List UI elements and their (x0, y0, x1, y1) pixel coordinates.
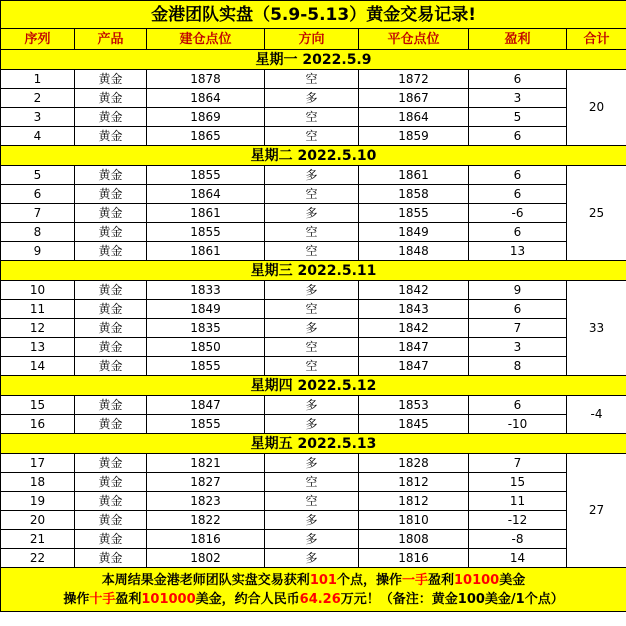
cell-direction: 空 (265, 185, 359, 204)
summary-text (1, 568, 626, 612)
cell-index: 16 (1, 415, 75, 434)
day-total: 20 (567, 70, 626, 146)
cell-profit: 3 (469, 338, 567, 357)
cell-close-price: 1842 (359, 319, 469, 338)
cell-direction: 空 (265, 357, 359, 376)
cell-direction: 空 (265, 108, 359, 127)
cell-index: 9 (1, 242, 75, 261)
cell-index: 3 (1, 108, 75, 127)
cell-open-price: 1861 (147, 242, 265, 261)
cell-direction: 多 (265, 415, 359, 434)
summary-segment: 操作 (63, 591, 90, 607)
table-row (1, 338, 626, 357)
column-header-row (1, 29, 626, 50)
cell-direction: 空 (265, 300, 359, 319)
summary-highlight: 64.26 (299, 591, 341, 607)
cell-open-price: 1833 (147, 281, 265, 300)
cell-direction: 多 (265, 530, 359, 549)
cell-open-price: 1822 (147, 511, 265, 530)
cell-profit: -8 (469, 530, 567, 549)
summary-segment: 本周结果金港老师团队实盘交易获利 (101, 572, 310, 588)
summary-line (1, 590, 626, 609)
summary-highlight: 10100 (454, 572, 500, 588)
table-row (1, 530, 626, 549)
table-row (1, 166, 626, 185)
cell-profit: 3 (469, 89, 567, 108)
cell-direction: 空 (265, 338, 359, 357)
summary-segment: 美金 (499, 572, 526, 588)
cell-profit: 15 (469, 473, 567, 492)
cell-profit: 6 (469, 223, 567, 242)
cell-close-price: 1859 (359, 127, 469, 146)
day-header-row (1, 50, 626, 70)
cell-index: 22 (1, 549, 75, 568)
table-row (1, 89, 626, 108)
cell-product: 黄金 (75, 108, 147, 127)
day-header-row (1, 261, 626, 281)
cell-close-price: 1858 (359, 185, 469, 204)
cell-index: 20 (1, 511, 75, 530)
cell-profit: 14 (469, 549, 567, 568)
day-total: -4 (567, 396, 626, 434)
cell-index: 17 (1, 454, 75, 473)
summary-segment: 万元！（备注：黄金100美金/1个点） (340, 591, 564, 607)
cell-profit: 6 (469, 127, 567, 146)
header-profit: 盈利 (469, 29, 567, 50)
cell-open-price: 1864 (147, 185, 265, 204)
cell-close-price: 1842 (359, 281, 469, 300)
table-row (1, 185, 626, 204)
cell-close-price: 1849 (359, 223, 469, 242)
table-row (1, 300, 626, 319)
cell-product: 黄金 (75, 185, 147, 204)
cell-product: 黄金 (75, 454, 147, 473)
cell-index: 7 (1, 204, 75, 223)
header-close-price: 平仓点位 (359, 29, 469, 50)
cell-open-price: 1855 (147, 357, 265, 376)
table-row (1, 396, 626, 415)
cell-profit: 13 (469, 242, 567, 261)
header-product: 产品 (75, 29, 147, 50)
cell-product: 黄金 (75, 338, 147, 357)
table-row (1, 281, 626, 300)
cell-direction: 空 (265, 70, 359, 89)
cell-product: 黄金 (75, 396, 147, 415)
cell-close-price: 1845 (359, 415, 469, 434)
cell-close-price: 1853 (359, 396, 469, 415)
cell-open-price: 1865 (147, 127, 265, 146)
cell-index: 10 (1, 281, 75, 300)
table-row (1, 511, 626, 530)
cell-profit: -10 (469, 415, 567, 434)
summary-line (1, 571, 626, 590)
cell-close-price: 1808 (359, 530, 469, 549)
cell-close-price: 1861 (359, 166, 469, 185)
cell-close-price: 1855 (359, 204, 469, 223)
table-row (1, 70, 626, 89)
cell-open-price: 1835 (147, 319, 265, 338)
cell-close-price: 1810 (359, 511, 469, 530)
cell-direction: 空 (265, 242, 359, 261)
cell-direction: 多 (265, 396, 359, 415)
cell-index: 8 (1, 223, 75, 242)
cell-close-price: 1843 (359, 300, 469, 319)
cell-profit: 6 (469, 70, 567, 89)
cell-direction: 空 (265, 127, 359, 146)
day-total: 33 (567, 281, 626, 376)
day-header-row (1, 376, 626, 396)
cell-profit: 6 (469, 396, 567, 415)
cell-direction: 空 (265, 223, 359, 242)
cell-open-price: 1847 (147, 396, 265, 415)
cell-product: 黄金 (75, 242, 147, 261)
cell-product: 黄金 (75, 70, 147, 89)
cell-direction: 多 (265, 281, 359, 300)
cell-profit: 8 (469, 357, 567, 376)
cell-direction: 多 (265, 89, 359, 108)
cell-open-price: 1816 (147, 530, 265, 549)
day-label: 星期四 2022.5.12 (1, 376, 626, 396)
cell-close-price: 1812 (359, 492, 469, 511)
cell-product: 黄金 (75, 357, 147, 376)
cell-index: 19 (1, 492, 75, 511)
day-total: 25 (567, 166, 626, 261)
table-row (1, 223, 626, 242)
cell-direction: 多 (265, 319, 359, 338)
cell-open-price: 1861 (147, 204, 265, 223)
cell-open-price: 1855 (147, 415, 265, 434)
cell-close-price: 1864 (359, 108, 469, 127)
summary-segment: 个点，操作 (336, 572, 402, 588)
day-header-row (1, 434, 626, 454)
cell-index: 15 (1, 396, 75, 415)
cell-close-price: 1872 (359, 70, 469, 89)
cell-open-price: 1850 (147, 338, 265, 357)
table-row (1, 319, 626, 338)
cell-profit: 6 (469, 166, 567, 185)
header-direction: 方向 (265, 29, 359, 50)
cell-product: 黄金 (75, 530, 147, 549)
cell-product: 黄金 (75, 89, 147, 108)
cell-product: 黄金 (75, 223, 147, 242)
table-row (1, 492, 626, 511)
cell-close-price: 1828 (359, 454, 469, 473)
table-row (1, 127, 626, 146)
cell-product: 黄金 (75, 204, 147, 223)
cell-product: 黄金 (75, 473, 147, 492)
cell-index: 14 (1, 357, 75, 376)
cell-direction: 多 (265, 166, 359, 185)
cell-index: 2 (1, 89, 75, 108)
table-row (1, 108, 626, 127)
summary-segment: 盈利 (115, 591, 142, 607)
cell-close-price: 1867 (359, 89, 469, 108)
summary-highlight: 101 (309, 572, 337, 588)
cell-profit: 11 (469, 492, 567, 511)
cell-profit: 6 (469, 185, 567, 204)
cell-product: 黄金 (75, 281, 147, 300)
cell-open-price: 1855 (147, 223, 265, 242)
day-label: 星期二 2022.5.10 (1, 146, 626, 166)
cell-close-price: 1816 (359, 549, 469, 568)
summary-row (1, 568, 626, 612)
cell-product: 黄金 (75, 300, 147, 319)
table-row (1, 242, 626, 261)
cell-index: 6 (1, 185, 75, 204)
cell-profit: -12 (469, 511, 567, 530)
cell-index: 12 (1, 319, 75, 338)
cell-product: 黄金 (75, 511, 147, 530)
cell-profit: 5 (469, 108, 567, 127)
cell-direction: 多 (265, 204, 359, 223)
cell-open-price: 1821 (147, 454, 265, 473)
header-index: 序列 (1, 29, 75, 50)
cell-direction: 多 (265, 549, 359, 568)
cell-index: 21 (1, 530, 75, 549)
cell-close-price: 1812 (359, 473, 469, 492)
summary-highlight: 十手 (89, 591, 116, 607)
cell-index: 5 (1, 166, 75, 185)
cell-direction: 空 (265, 492, 359, 511)
cell-direction: 空 (265, 473, 359, 492)
cell-close-price: 1848 (359, 242, 469, 261)
header-total: 合计 (567, 29, 626, 50)
cell-product: 黄金 (75, 319, 147, 338)
summary-highlight: 一手 (401, 572, 428, 588)
cell-profit: 7 (469, 319, 567, 338)
cell-open-price: 1869 (147, 108, 265, 127)
day-total: 27 (567, 454, 626, 568)
cell-profit: -6 (469, 204, 567, 223)
cell-index: 13 (1, 338, 75, 357)
cell-open-price: 1802 (147, 549, 265, 568)
cell-open-price: 1878 (147, 70, 265, 89)
summary-highlight: 101000 (141, 591, 196, 607)
table-row (1, 415, 626, 434)
cell-open-price: 1823 (147, 492, 265, 511)
cell-open-price: 1827 (147, 473, 265, 492)
day-label: 星期一 2022.5.9 (1, 50, 626, 70)
day-label: 星期五 2022.5.13 (1, 434, 626, 454)
cell-index: 1 (1, 70, 75, 89)
table-row (1, 204, 626, 223)
header-open-price: 建仓点位 (147, 29, 265, 50)
day-header-row (1, 146, 626, 166)
cell-product: 黄金 (75, 166, 147, 185)
summary-segment: 盈利 (427, 572, 454, 588)
cell-product: 黄金 (75, 492, 147, 511)
cell-profit: 9 (469, 281, 567, 300)
cell-close-price: 1847 (359, 338, 469, 357)
table-row (1, 357, 626, 376)
cell-profit: 6 (469, 300, 567, 319)
summary-segment: 美金，约合人民币 (195, 591, 300, 607)
cell-profit: 7 (469, 454, 567, 473)
cell-index: 11 (1, 300, 75, 319)
day-label: 星期三 2022.5.11 (1, 261, 626, 281)
page-title: 金港团队实盘（5.9-5.13）黄金交易记录! (1, 1, 626, 29)
cell-product: 黄金 (75, 415, 147, 434)
cell-open-price: 1864 (147, 89, 265, 108)
cell-index: 18 (1, 473, 75, 492)
cell-open-price: 1855 (147, 166, 265, 185)
cell-index: 4 (1, 127, 75, 146)
cell-close-price: 1847 (359, 357, 469, 376)
cell-product: 黄金 (75, 549, 147, 568)
cell-direction: 多 (265, 511, 359, 530)
cell-direction: 多 (265, 454, 359, 473)
cell-product: 黄金 (75, 127, 147, 146)
table-row (1, 473, 626, 492)
table-row (1, 454, 626, 473)
table-row (1, 549, 626, 568)
cell-open-price: 1849 (147, 300, 265, 319)
